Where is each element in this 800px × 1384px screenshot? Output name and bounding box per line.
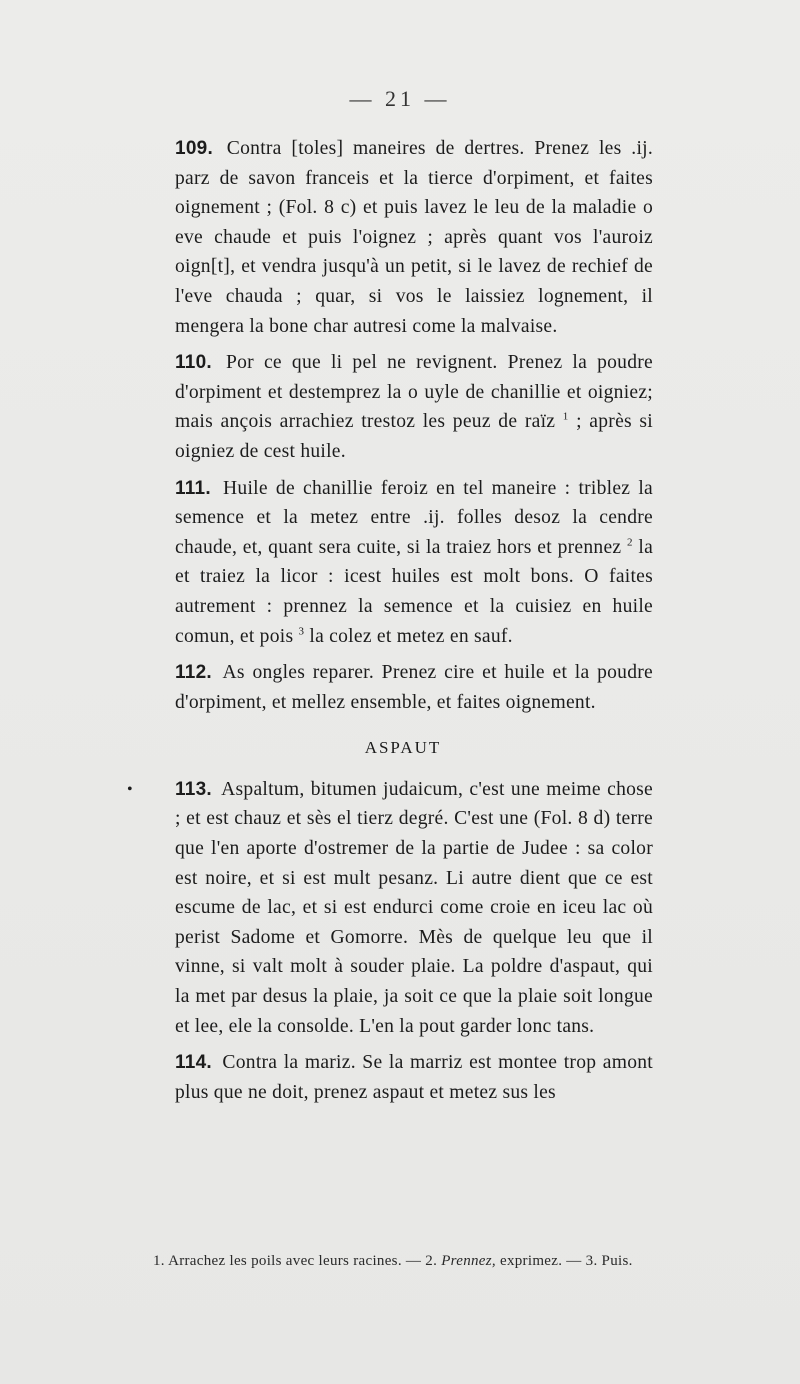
paragraph-112	[153, 658, 653, 717]
footnote-italic: Prennez,	[441, 1253, 496, 1269]
paragraph-text: la colez et metez en sauf.	[309, 625, 513, 647]
footnote-marker: 3	[298, 624, 305, 637]
footnote-marker: 1	[562, 410, 569, 423]
paragraph-number: 109.	[175, 138, 213, 159]
paragraph-114	[153, 1048, 653, 1107]
footnotes	[153, 1250, 653, 1272]
paragraph-number: 110.	[175, 352, 212, 374]
paragraph-text: As ongles reparer. Prenez cire et huile et la poudre d'orpiment, et mellez ensemble, et faites oignement.	[175, 662, 653, 713]
paragraph-text: ; après si oigniez de cest huile.	[175, 411, 653, 462]
paragraph-number: 112.	[175, 662, 212, 684]
paragraph-number: 111.	[175, 477, 211, 499]
section-heading: ASPAUT	[364, 738, 442, 758]
paragraph-110	[153, 348, 653, 466]
paragraph-113	[127, 775, 653, 1041]
footnote-text: 1. Arrachez les poils avec leurs racines. — 2.	[153, 1253, 438, 1269]
paragraph-111	[153, 474, 653, 652]
footnote-marker: 2	[626, 536, 633, 549]
page-number: — 21 —	[349, 86, 451, 111]
bullet-mark: •	[127, 780, 133, 798]
footnote-text: exprimez. — 3. Puis.	[500, 1253, 633, 1269]
paragraph-text: Contra la mariz. Se la marriz est montee trop amont plus que ne doit, prenez aspaut et metez sus les	[175, 1052, 653, 1103]
paragraph-text: Por ce que li pel ne revignent. Prenez la poudre d'orpiment et destemprez la o uyle de chanillie et oigniez; mais ançois arrachiez trestoz les peuz de raïz	[175, 352, 654, 433]
paragraph-text: Contra [toles] maneires de dertres. Prenez les .ij. parz de savon franceis et la tierce d'orpiment, et faites oignement ; (Fol. 8 c) et puis lavez le leu de la maladie o eve chaude et puis l'oignez ; après quant vos l'auroiz oign[t], et vendra jusqu'à un petit, si le lavez de rechief de l'eve chauda ; quar, si vos le laissiez lognement, il mengera la bone char autresi come la malvaise.	[175, 138, 653, 337]
paragraph-number: 113.	[175, 778, 212, 800]
paragraph-text: la et traiez la licor : icest huiles est molt bons. O faites autrement : prennez la semence et la cuisiez en huile comun, et pois	[175, 536, 654, 647]
paragraph-109	[153, 134, 653, 341]
paragraph-text: Huile de chanillie feroiz en tel maneire : triblez la semence et la metez entre .ij. folles desoz la cendre chaude, et, quant sera cuite, si la traiez hors et prennez	[175, 477, 653, 558]
paragraph-text: Aspaltum, bitumen judaicum, c'est une meime chose ; et est chauz et sès el tierz degré. C'est une (Fol. 8 d) terre que l'en aporte d'ostremer de la partie de Judee : sa color est noire, et si est mult pesanz. Li autre dient que ce est escume de lac, et si est endurci come croie en iceu lac où perist Sadome et Gomorre. Mès de quelque leu que il vinne, si valt molt à souder plaie. La poldre d'aspaut, qui la met par desus la plaie, ja soit ce que la plaie soit longue et lee, ele la consolde. L'en la pout garder lonc tans.	[175, 778, 653, 1037]
body-text	[127, 134, 654, 1107]
paragraph-number: 114.	[175, 1052, 212, 1074]
